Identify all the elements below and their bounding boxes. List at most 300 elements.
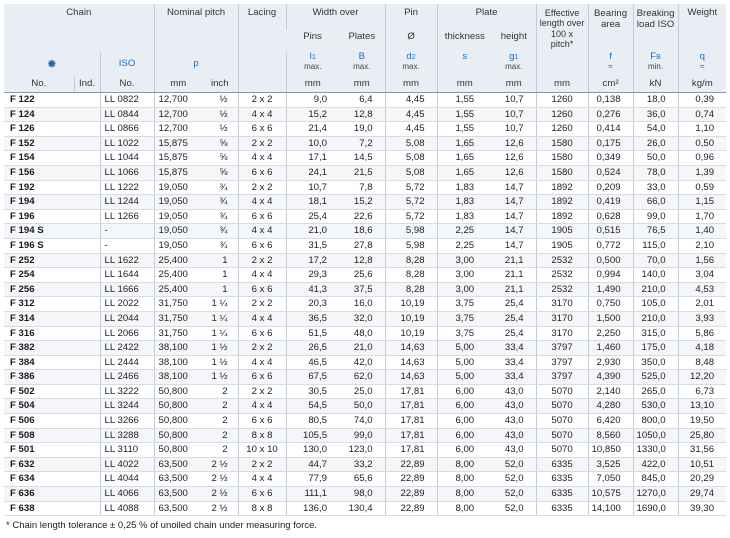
cell-pin-diameter: 5,08 <box>385 136 437 151</box>
table-row <box>4 501 726 516</box>
cell-plate-thickness: 3,75 <box>437 311 492 326</box>
cell-breaking-load: 36,0 <box>633 107 678 122</box>
cell-plate-height: 21,1 <box>492 253 536 268</box>
cell-breaking-load: 18,0 <box>633 93 678 108</box>
cell-iso-no: LL 2444 <box>100 355 154 370</box>
cell-pitch-mm: 38,100 <box>154 370 202 385</box>
cell-lacing: 2 x 2 <box>238 384 286 399</box>
cell-pitch-inch: 2 <box>202 399 238 414</box>
cell-ind <box>74 151 100 166</box>
cell-plate-thickness: 6,00 <box>437 384 492 399</box>
header-plates: Plates <box>339 30 385 52</box>
cell-ind <box>74 326 100 341</box>
cell-width-plates: 65,6 <box>339 472 385 487</box>
cell-width-plates: 99,0 <box>339 428 385 443</box>
cell-effective-length: 1260 <box>536 93 588 108</box>
cell-iso-no: - <box>100 224 154 239</box>
cell-plate-height: 14,7 <box>492 195 536 210</box>
table-row <box>4 487 726 502</box>
cell-width-pins: 25,4 <box>286 209 339 224</box>
cell-pitch-inch: 1 ¼ <box>202 311 238 326</box>
table-row <box>4 238 726 253</box>
cell-width-pins: 15,2 <box>286 107 339 122</box>
header-pins: Pins <box>286 30 339 52</box>
cell-chain-no: F 636 <box>4 487 74 502</box>
cell-pitch-mm: 12,700 <box>154 122 202 137</box>
cell-pin-diameter: 4,45 <box>385 93 437 108</box>
cell-plate-height: 25,4 <box>492 297 536 312</box>
cell-ind <box>74 399 100 414</box>
header-iso: ISO <box>100 52 154 76</box>
cell-pitch-mm: 63,500 <box>154 487 202 502</box>
cell-iso-no: LL 2422 <box>100 341 154 356</box>
table-row <box>4 472 726 487</box>
cell-pitch-mm: 25,400 <box>154 268 202 283</box>
cell-lacing: 6 x 6 <box>238 282 286 297</box>
cell-weight: 12,20 <box>678 370 726 385</box>
header-l1-symbol: l1 max. <box>286 52 339 76</box>
cell-pitch-mm: 50,800 <box>154 428 202 443</box>
cell-ind <box>74 122 100 137</box>
cell-plate-thickness: 1,65 <box>437 136 492 151</box>
cell-chain-no: F 122 <box>4 93 74 108</box>
cell-width-plates: 15,2 <box>339 195 385 210</box>
cell-breaking-load: 1050,0 <box>633 428 678 443</box>
cell-pitch-inch: 2 <box>202 414 238 429</box>
cell-bearing-area: 2,250 <box>588 326 633 341</box>
cell-pitch-inch: 2 ½ <box>202 472 238 487</box>
cell-width-pins: 17,1 <box>286 151 339 166</box>
unit-pin-mm: mm <box>385 76 437 93</box>
cell-breaking-load: 70,0 <box>633 253 678 268</box>
cell-chain-no: F 638 <box>4 501 74 516</box>
cell-chain-no: F 634 <box>4 472 74 487</box>
cell-effective-length: 3797 <box>536 355 588 370</box>
cell-lacing: 2 x 2 <box>238 297 286 312</box>
header-d2-symbol: d2 max. <box>385 52 437 76</box>
cell-ind <box>74 268 100 283</box>
cell-weight: 1,70 <box>678 209 726 224</box>
cell-plate-height: 43,0 <box>492 428 536 443</box>
cell-effective-length: 6335 <box>536 457 588 472</box>
cell-width-pins: 44,7 <box>286 457 339 472</box>
table-row <box>4 209 726 224</box>
cell-effective-length: 2532 <box>536 268 588 283</box>
cell-bearing-area: 0,175 <box>588 136 633 151</box>
cell-plate-height: 52,0 <box>492 501 536 516</box>
cell-plate-thickness: 1,65 <box>437 151 492 166</box>
cell-width-plates: 33,2 <box>339 457 385 472</box>
cell-pitch-inch: ¾ <box>202 224 238 239</box>
cell-chain-no: F 316 <box>4 326 74 341</box>
cell-chain-no: F 152 <box>4 136 74 151</box>
cell-plate-height: 10,7 <box>492 93 536 108</box>
cell-width-pins: 30,5 <box>286 384 339 399</box>
cell-effective-length: 1905 <box>536 238 588 253</box>
header-bearing-area: Bearing area <box>588 4 633 52</box>
cell-effective-length: 5070 <box>536 414 588 429</box>
cell-breaking-load: 175,0 <box>633 341 678 356</box>
table-row <box>4 136 726 151</box>
cell-weight: 29,74 <box>678 487 726 502</box>
cell-plate-height: 33,4 <box>492 370 536 385</box>
cell-pitch-mm: 50,800 <box>154 399 202 414</box>
cell-bearing-area: 0,209 <box>588 180 633 195</box>
cell-chain-no: F 508 <box>4 428 74 443</box>
cell-iso-no: LL 1644 <box>100 268 154 283</box>
header-thickness: thickness <box>437 30 492 52</box>
cell-plate-height: 14,7 <box>492 209 536 224</box>
cell-plate-height: 12,6 <box>492 165 536 180</box>
table-row <box>4 224 726 239</box>
cell-pitch-inch: ⅝ <box>202 165 238 180</box>
cell-pin-diameter: 8,28 <box>385 282 437 297</box>
cell-iso-no: LL 2066 <box>100 326 154 341</box>
table-row <box>4 195 726 210</box>
cell-chain-no: F 192 <box>4 180 74 195</box>
cell-breaking-load: 1330,0 <box>633 443 678 458</box>
table-row <box>4 414 726 429</box>
cell-pin-diameter: 17,81 <box>385 399 437 414</box>
cell-ind <box>74 443 100 458</box>
cell-plate-height: 14,7 <box>492 238 536 253</box>
cell-bearing-area: 2,930 <box>588 355 633 370</box>
cell-bearing-area: 0,515 <box>588 224 633 239</box>
cell-pitch-inch: 1 ½ <box>202 341 238 356</box>
cell-plate-height: 52,0 <box>492 457 536 472</box>
cell-iso-no: LL 3288 <box>100 428 154 443</box>
header-plate: Plate <box>437 4 536 30</box>
cell-width-pins: 17,2 <box>286 253 339 268</box>
cell-width-pins: 20,3 <box>286 297 339 312</box>
cell-lacing: 10 x 10 <box>238 443 286 458</box>
cell-plate-height: 52,0 <box>492 487 536 502</box>
cell-chain-no: F 312 <box>4 297 74 312</box>
table-row <box>4 370 726 385</box>
cell-weight: 0,59 <box>678 180 726 195</box>
table-row <box>4 107 726 122</box>
cell-iso-no: LL 4088 <box>100 501 154 516</box>
cell-iso-no: LL 1244 <box>100 195 154 210</box>
cell-lacing: 2 x 2 <box>238 253 286 268</box>
cell-plate-height: 12,6 <box>492 151 536 166</box>
cell-width-pins: 105,5 <box>286 428 339 443</box>
cell-plate-thickness: 6,00 <box>437 399 492 414</box>
cell-breaking-load: 78,0 <box>633 165 678 180</box>
table-row <box>4 268 726 283</box>
header-width-over: Width over <box>286 4 385 30</box>
cell-lacing: 4 x 4 <box>238 399 286 414</box>
cell-weight: 2,10 <box>678 238 726 253</box>
cell-width-pins: 21,0 <box>286 224 339 239</box>
cell-breaking-load: 315,0 <box>633 326 678 341</box>
unit-weight-kgm: kg/m <box>678 76 726 93</box>
cell-weight: 0,39 <box>678 93 726 108</box>
cell-pin-diameter: 17,81 <box>385 428 437 443</box>
cell-plate-thickness: 5,00 <box>437 341 492 356</box>
cell-plate-thickness: 6,00 <box>437 428 492 443</box>
table-header <box>4 4 726 93</box>
cell-plate-height: 10,7 <box>492 107 536 122</box>
cell-iso-no: LL 0822 <box>100 93 154 108</box>
cell-plate-thickness: 1,83 <box>437 209 492 224</box>
cell-plate-height: 14,7 <box>492 224 536 239</box>
chain-spec-table-container <box>4 4 726 531</box>
cell-pin-diameter: 5,72 <box>385 209 437 224</box>
cell-width-plates: 37,5 <box>339 282 385 297</box>
cell-effective-length: 1580 <box>536 165 588 180</box>
cell-weight: 2,01 <box>678 297 726 312</box>
cell-pin-diameter: 5,08 <box>385 165 437 180</box>
cell-ind <box>74 282 100 297</box>
table-row <box>4 151 726 166</box>
cell-plate-thickness: 3,00 <box>437 282 492 297</box>
header-weight: Weight <box>678 4 726 52</box>
cell-plate-thickness: 3,00 <box>437 268 492 283</box>
cell-effective-length: 6335 <box>536 501 588 516</box>
cell-ind <box>74 341 100 356</box>
cell-lacing: 2 x 2 <box>238 341 286 356</box>
unit-pins-mm: mm <box>286 76 339 93</box>
cell-width-plates: 123,0 <box>339 443 385 458</box>
cell-iso-no: LL 3222 <box>100 384 154 399</box>
cell-plate-height: 21,1 <box>492 268 536 283</box>
cell-pitch-inch: 1 ¼ <box>202 297 238 312</box>
table-row <box>4 428 726 443</box>
table-row <box>4 399 726 414</box>
cell-bearing-area: 1,490 <box>588 282 633 297</box>
cell-bearing-area: 8,560 <box>588 428 633 443</box>
cell-pitch-mm: 19,050 <box>154 195 202 210</box>
cell-breaking-load: 845,0 <box>633 472 678 487</box>
cell-chain-no: F 632 <box>4 457 74 472</box>
cell-plate-thickness: 1,55 <box>437 122 492 137</box>
cell-iso-no: LL 2466 <box>100 370 154 385</box>
cell-pitch-inch: ¾ <box>202 209 238 224</box>
cell-bearing-area: 3,525 <box>588 457 633 472</box>
cell-weight: 3,04 <box>678 268 726 283</box>
unit-pitch-inch: inch <box>202 76 238 93</box>
cell-chain-no: F 124 <box>4 107 74 122</box>
cell-plate-thickness: 6,00 <box>437 443 492 458</box>
cell-lacing: 6 x 6 <box>238 370 286 385</box>
cell-lacing: 2 x 2 <box>238 136 286 151</box>
unit-iso-no: No. <box>100 76 154 93</box>
cell-bearing-area: 0,524 <box>588 165 633 180</box>
cell-bearing-area: 4,390 <box>588 370 633 385</box>
cell-pitch-inch: 1 ¼ <box>202 326 238 341</box>
unit-no: No. <box>4 76 74 93</box>
cell-chain-no: F 506 <box>4 414 74 429</box>
cell-pitch-mm: 12,700 <box>154 93 202 108</box>
cell-pitch-inch: 2 <box>202 384 238 399</box>
header-q-symbol: q ≈ <box>678 52 726 76</box>
cell-width-plates: 6,4 <box>339 93 385 108</box>
cell-iso-no: LL 1222 <box>100 180 154 195</box>
cell-width-pins: 10,7 <box>286 180 339 195</box>
table-row <box>4 122 726 137</box>
cell-lacing: 6 x 6 <box>238 122 286 137</box>
cell-width-plates: 50,0 <box>339 399 385 414</box>
cell-weight: 1,39 <box>678 165 726 180</box>
header-effective-length: Effective length over 100 x pitch* <box>536 4 588 52</box>
cell-plate-thickness: 2,25 <box>437 238 492 253</box>
cell-width-plates: 48,0 <box>339 326 385 341</box>
cell-chain-no: F 126 <box>4 122 74 137</box>
cell-effective-length: 3797 <box>536 341 588 356</box>
cell-weight: 4,18 <box>678 341 726 356</box>
cell-pin-diameter: 5,72 <box>385 195 437 210</box>
cell-effective-length: 1892 <box>536 209 588 224</box>
cell-lacing: 8 x 8 <box>238 501 286 516</box>
cell-plate-thickness: 5,00 <box>437 355 492 370</box>
cell-plate-thickness: 1,83 <box>437 195 492 210</box>
cell-iso-no: LL 4022 <box>100 457 154 472</box>
cell-width-plates: 27,8 <box>339 238 385 253</box>
cell-pitch-mm: 50,800 <box>154 443 202 458</box>
header-lacing: Lacing <box>238 4 286 30</box>
cell-width-plates: 32,0 <box>339 311 385 326</box>
cell-ind <box>74 428 100 443</box>
cell-bearing-area: 10,850 <box>588 443 633 458</box>
cell-lacing: 6 x 6 <box>238 414 286 429</box>
cell-iso-no: LL 4066 <box>100 487 154 502</box>
cell-effective-length: 5070 <box>536 428 588 443</box>
unit-area-cm2: cm² <box>588 76 633 93</box>
cell-pitch-mm: 50,800 <box>154 384 202 399</box>
cell-chain-no: F 154 <box>4 151 74 166</box>
cell-lacing: 4 x 4 <box>238 224 286 239</box>
cell-lacing: 8 x 8 <box>238 428 286 443</box>
cell-lacing: 2 x 2 <box>238 180 286 195</box>
cell-ind <box>74 224 100 239</box>
cell-ind <box>74 107 100 122</box>
cell-pitch-mm: 63,500 <box>154 501 202 516</box>
cell-ind <box>74 311 100 326</box>
cell-ind <box>74 355 100 370</box>
header-units-row <box>4 76 726 93</box>
footnote: * Chain length tolerance ± 0,25 % of unoiled chain under measuring force. <box>6 520 317 532</box>
cell-breaking-load: 50,0 <box>633 151 678 166</box>
cell-plate-height: 43,0 <box>492 414 536 429</box>
cell-pitch-inch: 2 ½ <box>202 457 238 472</box>
cell-pin-diameter: 17,81 <box>385 384 437 399</box>
cell-weight: 0,96 <box>678 151 726 166</box>
cell-lacing: 4 x 4 <box>238 472 286 487</box>
cell-width-pins: 80,5 <box>286 414 339 429</box>
cell-breaking-load: 26,0 <box>633 136 678 151</box>
cell-breaking-load: 66,0 <box>633 195 678 210</box>
cell-pitch-inch: ⅝ <box>202 136 238 151</box>
cell-chain-no: F 156 <box>4 165 74 180</box>
cell-chain-no: F 254 <box>4 268 74 283</box>
cell-width-plates: 18,6 <box>339 224 385 239</box>
chain-spec-table <box>4 4 726 516</box>
cell-pitch-mm: 19,050 <box>154 180 202 195</box>
cell-plate-thickness: 1,83 <box>437 180 492 195</box>
cell-iso-no: LL 4044 <box>100 472 154 487</box>
cell-width-pins: 26,5 <box>286 341 339 356</box>
cell-bearing-area: 0,414 <box>588 122 633 137</box>
cell-pitch-inch: 1 <box>202 282 238 297</box>
cell-lacing: 4 x 4 <box>238 311 286 326</box>
table-row <box>4 180 726 195</box>
cell-weight: 10,51 <box>678 457 726 472</box>
cell-pin-diameter: 14,63 <box>385 355 437 370</box>
cell-chain-no: F 386 <box>4 370 74 385</box>
header-row-3 <box>4 52 726 76</box>
cell-effective-length: 3170 <box>536 326 588 341</box>
cell-width-pins: 10,0 <box>286 136 339 151</box>
cell-width-pins: 21,4 <box>286 122 339 137</box>
cell-width-pins: 46,5 <box>286 355 339 370</box>
cell-pin-diameter: 5,08 <box>385 151 437 166</box>
cell-pitch-inch: 1 ½ <box>202 355 238 370</box>
cell-width-plates: 19,0 <box>339 122 385 137</box>
cell-width-plates: 22,6 <box>339 209 385 224</box>
cell-pitch-mm: 63,500 <box>154 472 202 487</box>
header-row-1 <box>4 4 726 30</box>
cell-bearing-area: 0,349 <box>588 151 633 166</box>
cell-pitch-mm: 31,750 <box>154 297 202 312</box>
cell-ind <box>74 370 100 385</box>
header-FB-symbol: FB min. <box>633 52 678 76</box>
unit-plates-mm: mm <box>339 76 385 93</box>
cell-effective-length: 1905 <box>536 224 588 239</box>
cell-effective-length: 1892 <box>536 180 588 195</box>
cell-bearing-area: 1,500 <box>588 311 633 326</box>
cell-width-pins: 51,5 <box>286 326 339 341</box>
cell-plate-height: 21,1 <box>492 282 536 297</box>
header-f-symbol: f ≈ <box>588 52 633 76</box>
cell-effective-length: 5070 <box>536 399 588 414</box>
cell-weight: 20,29 <box>678 472 726 487</box>
cell-width-plates: 12,8 <box>339 107 385 122</box>
cell-pin-diameter: 22,89 <box>385 457 437 472</box>
cell-pitch-mm: 31,750 <box>154 311 202 326</box>
cell-effective-length: 1892 <box>536 195 588 210</box>
cell-pitch-inch: ½ <box>202 122 238 137</box>
cell-breaking-load: 105,0 <box>633 297 678 312</box>
cell-plate-thickness: 8,00 <box>437 472 492 487</box>
cell-iso-no: LL 1666 <box>100 282 154 297</box>
cell-ind <box>74 487 100 502</box>
cell-breaking-load: 525,0 <box>633 370 678 385</box>
cell-breaking-load: 1690,0 <box>633 501 678 516</box>
cell-effective-length: 3170 <box>536 297 588 312</box>
cell-weight: 4,53 <box>678 282 726 297</box>
cell-pitch-inch: ⅝ <box>202 151 238 166</box>
cell-effective-length: 2532 <box>536 282 588 297</box>
cell-lacing: 4 x 4 <box>238 151 286 166</box>
cell-pitch-mm: 31,750 <box>154 326 202 341</box>
cell-lacing: 2 x 2 <box>238 457 286 472</box>
unit-ind: Ind. <box>74 76 100 93</box>
table-row <box>4 311 726 326</box>
cell-pitch-mm: 19,050 <box>154 209 202 224</box>
cell-plate-thickness: 5,00 <box>437 370 492 385</box>
cell-pitch-inch: ¾ <box>202 238 238 253</box>
cell-chain-no: F 382 <box>4 341 74 356</box>
cell-chain-no: F 314 <box>4 311 74 326</box>
cell-weight: 1,15 <box>678 195 726 210</box>
cell-width-plates: 21,5 <box>339 165 385 180</box>
header-breaking-load: Breaking load ISO <box>633 4 678 52</box>
cell-weight: 1,40 <box>678 224 726 239</box>
cell-chain-no: F 501 <box>4 443 74 458</box>
cell-ind <box>74 180 100 195</box>
cell-pitch-mm: 50,800 <box>154 414 202 429</box>
